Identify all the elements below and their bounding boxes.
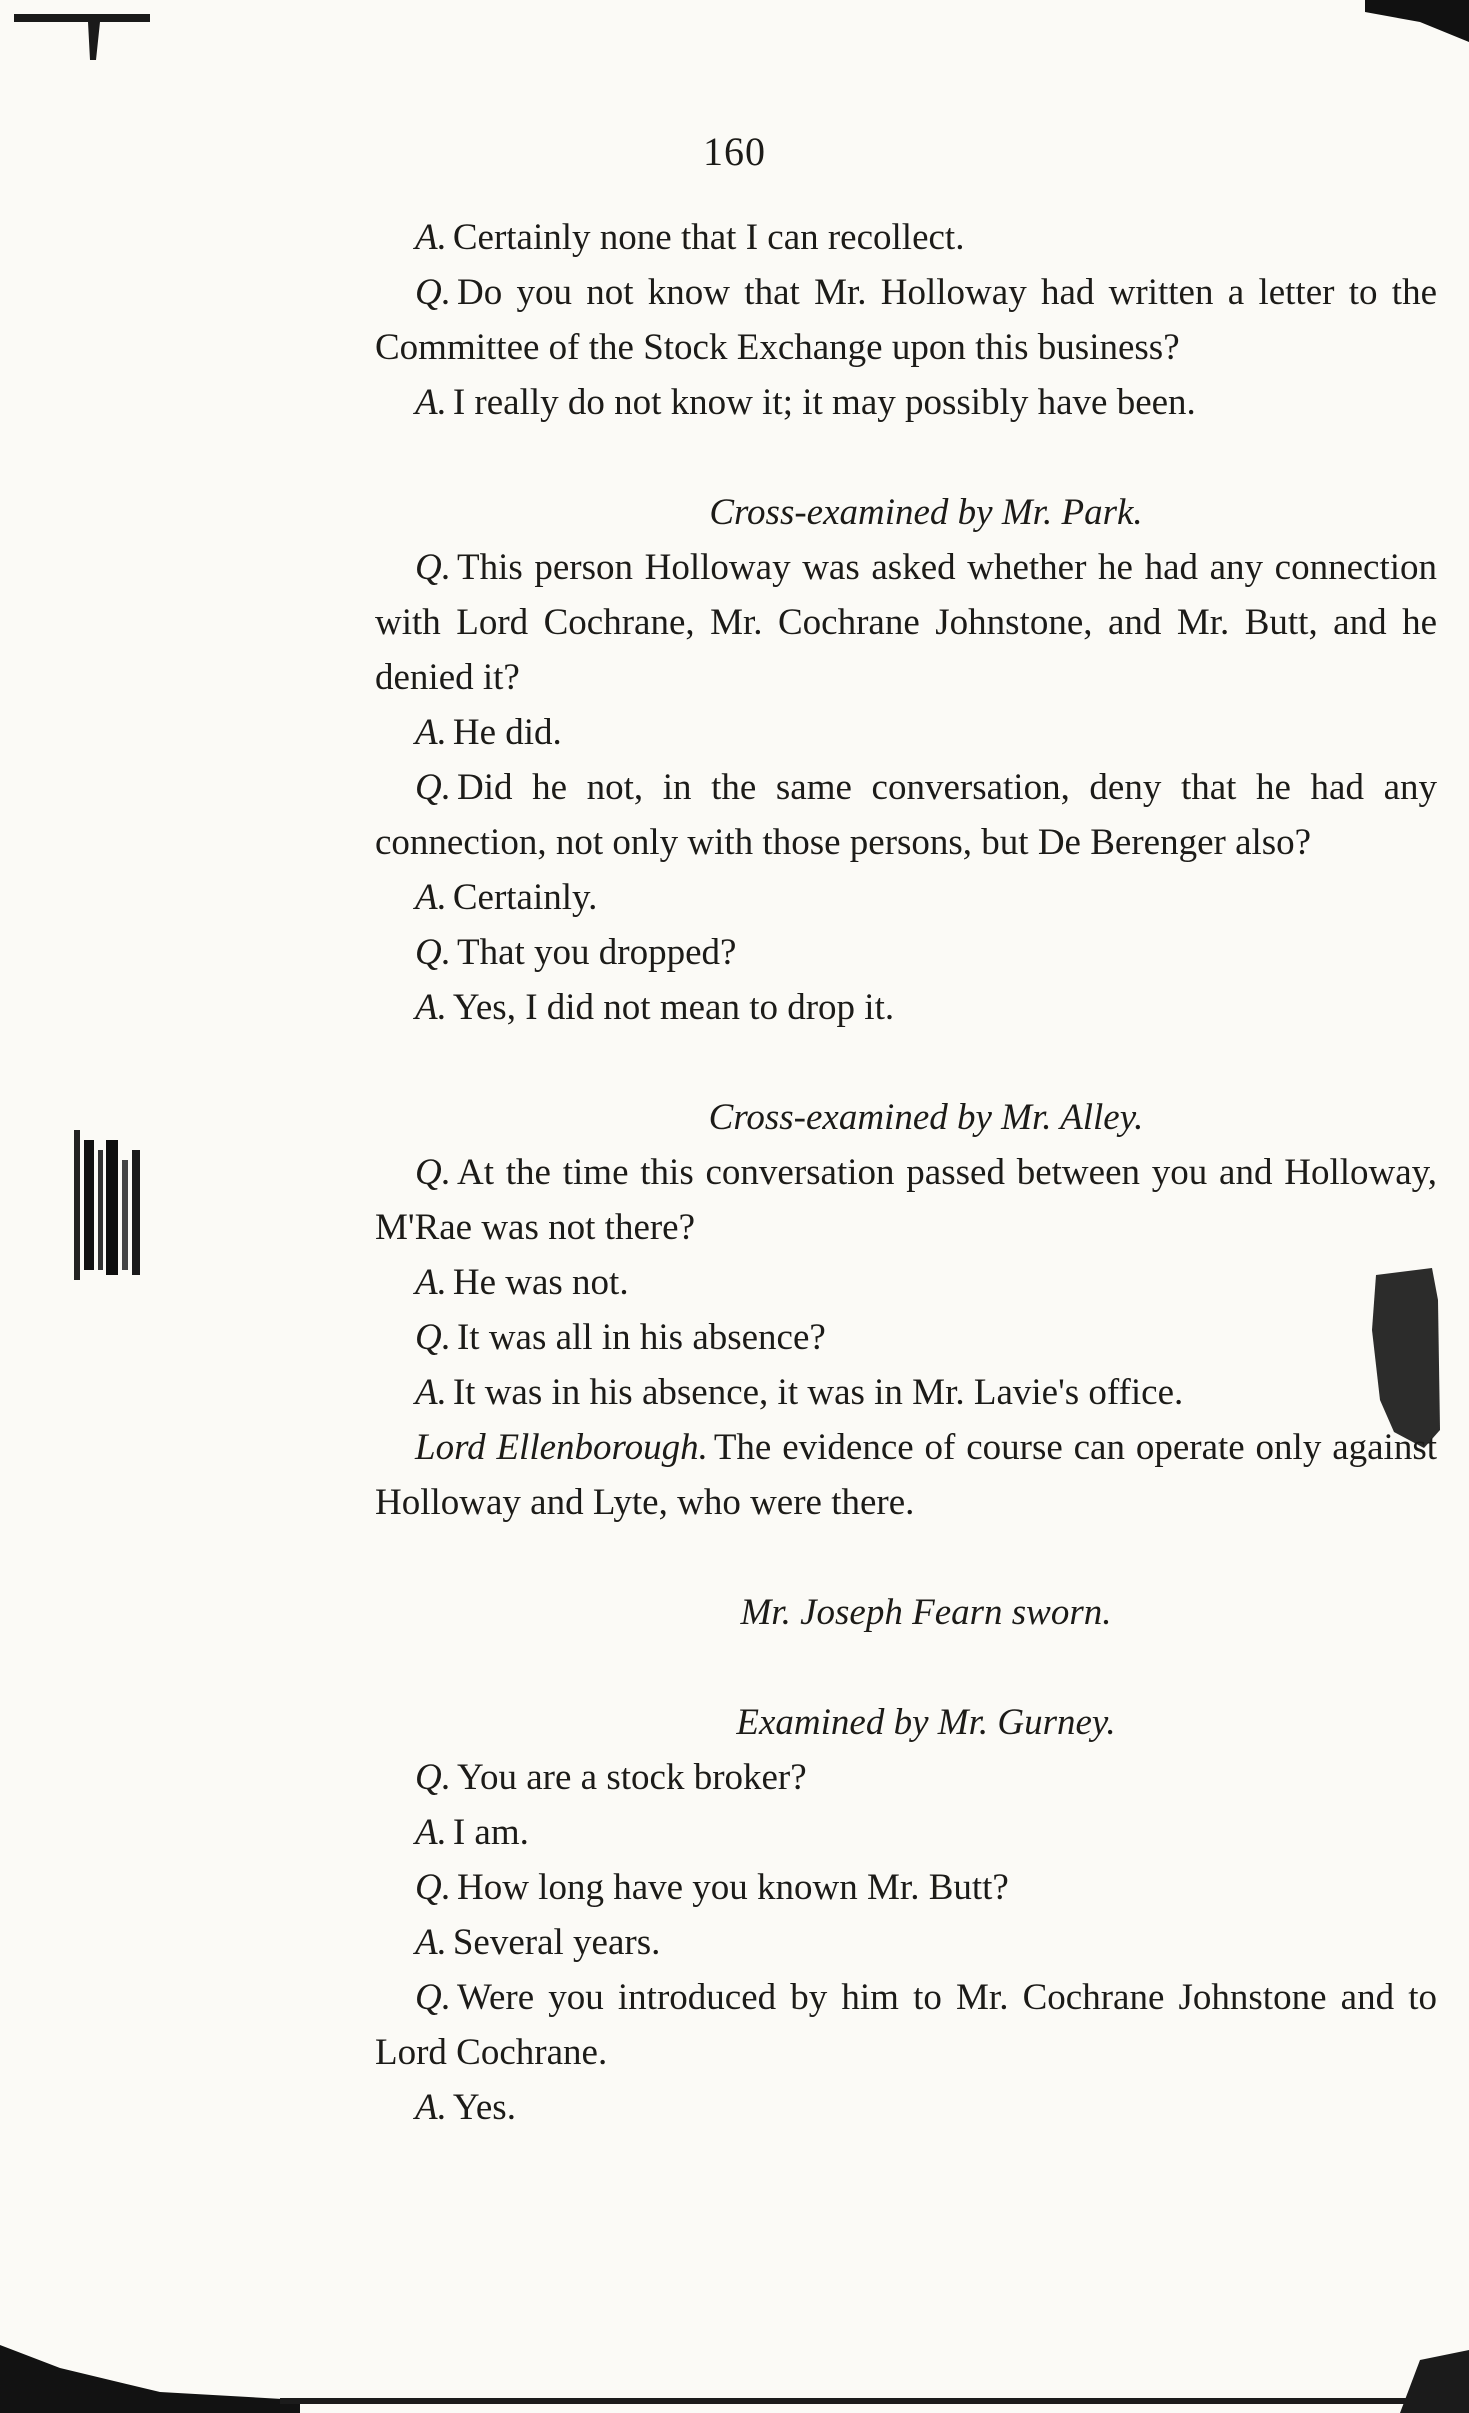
speaker-label: A.	[415, 2087, 447, 2128]
section-heading: Examined by Mr. Gurney.	[736, 1702, 1116, 1743]
bottom-edge-left	[0, 2345, 300, 2413]
statement-text: How long have you known Mr. Butt?	[456, 1867, 1009, 1908]
statement-text: Certainly none that I can recollect.	[452, 217, 965, 258]
testimony-line	[375, 1860, 1437, 1915]
statement-text: Do you not know that Mr. Holloway had written a letter to the Committee of the Stock Exchange upon this business?	[375, 272, 1437, 368]
statement-text: Certainly.	[452, 877, 598, 918]
statement-text: Yes, I did not mean to drop it.	[452, 987, 895, 1028]
binding-shadow-left	[74, 1130, 140, 1280]
bottom-edge-right	[1400, 2350, 1469, 2413]
section-spacer	[375, 1035, 1437, 1090]
testimony-line	[375, 1915, 1437, 1970]
speaker-label: Q.	[415, 272, 451, 313]
section-spacer	[375, 1530, 1437, 1585]
statement-text: I am.	[452, 1812, 529, 1853]
statement-text: Yes.	[452, 2087, 516, 2128]
statement-text: You are a stock broker?	[456, 1757, 807, 1798]
section-spacer	[375, 430, 1437, 485]
statement-text: It was in his absence, it was in Mr. Lavie's office.	[452, 1372, 1184, 1413]
testimony-line	[375, 1365, 1437, 1420]
section-heading: Cross-examined by Mr. Park.	[709, 492, 1143, 533]
testimony-line	[375, 1750, 1437, 1805]
page-number: 160	[703, 129, 766, 174]
speaker-label: Q.	[415, 1867, 451, 1908]
speaker-label: A.	[415, 987, 447, 1028]
testimony-line	[375, 210, 1437, 265]
testimony-line	[375, 980, 1437, 1035]
statement-text: That you dropped?	[456, 932, 737, 973]
speaker-label: Lord Ellenborough.	[415, 1427, 708, 1468]
section-spacer	[375, 1640, 1437, 1695]
testimony-line	[375, 705, 1437, 760]
section-heading: Cross-examined by Mr. Alley.	[708, 1097, 1144, 1138]
speaker-label: Q.	[415, 547, 451, 588]
statement-text: This person Holloway was asked whether he had any connection with Lord Cochrane, Mr. Cochrane Johnstone, and Mr. Butt, and he denied it?	[375, 547, 1437, 698]
statement-text: At the time this conversation passed between you and Holloway, M'Rae was not there?	[375, 1152, 1437, 1248]
corner-mark-top-left	[14, 14, 150, 60]
speaker-label: Q.	[415, 1152, 451, 1193]
speaker-label: Q.	[415, 767, 451, 808]
speaker-label: A.	[415, 1812, 447, 1853]
statement-text: I really do not know it; it may possibly have been.	[452, 382, 1196, 423]
statement-text: Several years.	[452, 1922, 661, 1963]
statement-text: He did.	[452, 712, 562, 753]
speaker-label: Q.	[415, 1757, 451, 1798]
speaker-label: A.	[415, 877, 447, 918]
statement-text: It was all in his absence?	[456, 1317, 826, 1358]
speaker-label: A.	[415, 1262, 447, 1303]
testimony-line	[375, 1145, 1437, 1255]
speaker-label: Q.	[415, 932, 451, 973]
section-heading: Mr. Joseph Fearn sworn.	[740, 1592, 1112, 1633]
testimony-line	[375, 2080, 1437, 2135]
statement-text: He was not.	[452, 1262, 629, 1303]
testimony-line	[375, 870, 1437, 925]
speaker-label: A.	[415, 712, 447, 753]
testimony-line	[375, 760, 1437, 870]
testimony-line	[375, 1255, 1437, 1310]
speaker-label: A.	[415, 1922, 447, 1963]
speaker-label: A.	[415, 1372, 447, 1413]
speaker-label: Q.	[415, 1977, 451, 2018]
testimony-line	[375, 265, 1437, 375]
statement-text: The evidence of course can operate only against Holloway and Lyte, who were there.	[375, 1427, 1437, 1523]
testimony-text	[375, 210, 1437, 2135]
testimony-line	[375, 925, 1437, 980]
corner-mark-top-right	[1365, 0, 1469, 42]
testimony-line	[375, 1970, 1437, 2080]
testimony-line	[375, 1420, 1437, 1530]
speaker-label: A.	[415, 217, 447, 258]
bottom-edge-line	[280, 2398, 1469, 2404]
testimony-line	[375, 375, 1437, 430]
speaker-label: A.	[415, 382, 447, 423]
testimony-line	[375, 1310, 1437, 1365]
testimony-line	[375, 1805, 1437, 1860]
testimony-line	[375, 540, 1437, 705]
speaker-label: Q.	[415, 1317, 451, 1358]
statement-text: Were you introduced by him to Mr. Cochrane Johnstone and to Lord Cochrane.	[375, 1977, 1437, 2073]
statement-text: Did he not, in the same conversation, deny that he had any connection, not only with those persons, but De Berenger also?	[375, 767, 1437, 863]
